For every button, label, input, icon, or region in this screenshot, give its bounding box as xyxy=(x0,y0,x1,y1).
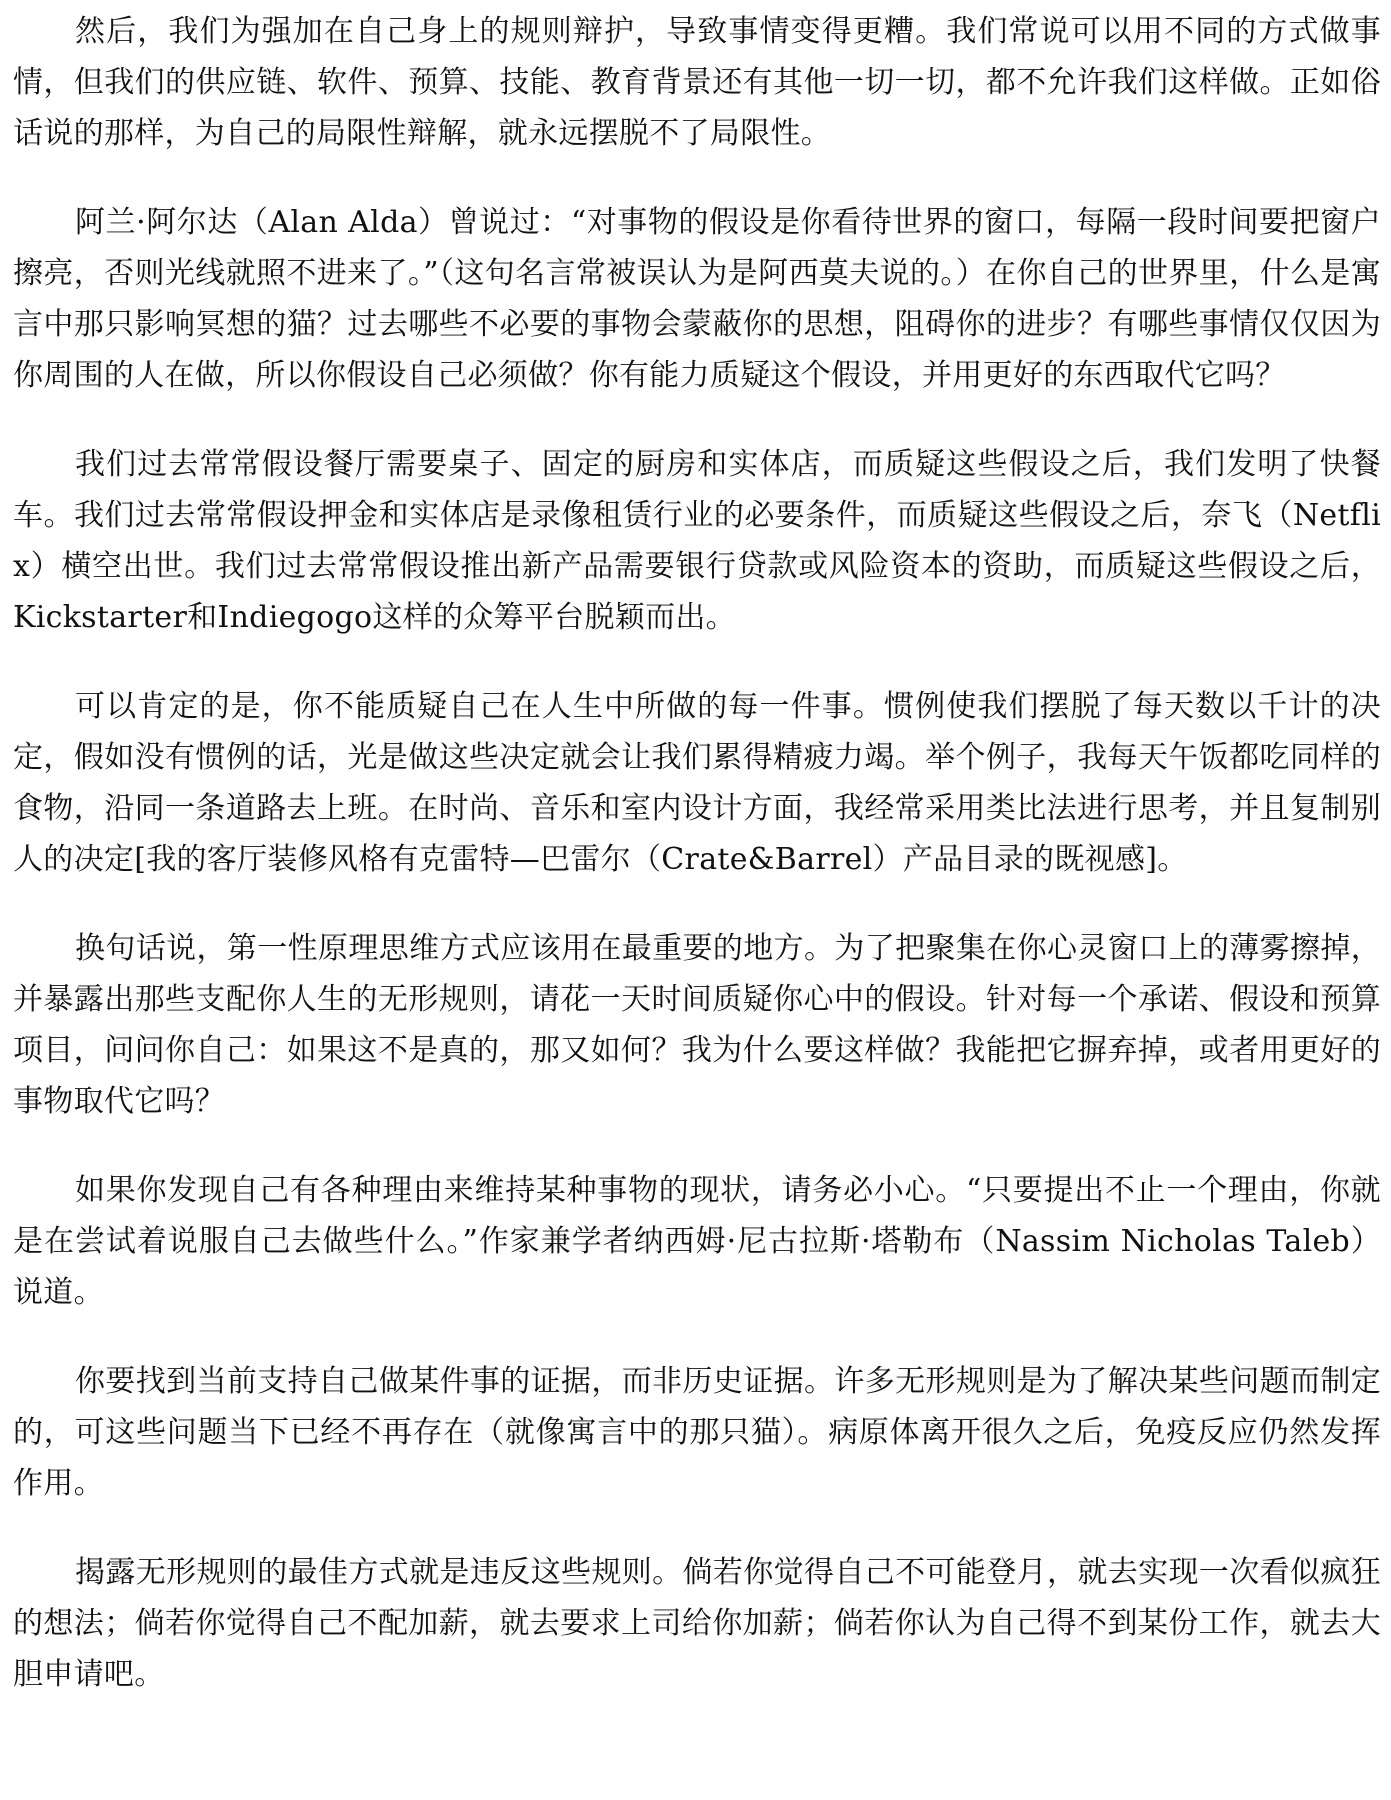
paragraph-8: 揭露无形规则的最佳方式就是违反这些规则。倘若你觉得自己不可能登月，就去实现一次看似疯狂的想法；倘若你觉得自己不配加薪，就去要求上司给你加薪；倘若你认为自己得不到某份工作，就去大胆申请吧。 xyxy=(13,1555,1381,1692)
paragraph-3: 我们过去常常假设餐厅需要桌子、固定的厨房和实体店，而质疑这些假设之后，我们发明了快餐车。我们过去常常假设押金和实体店是录像租赁行业的必要条件，而质疑这些假设之后，奈飞（Netflix）横空出世。我们过去常常假设推出新产品需要银行贷款或风险资本的资助，而质疑这些假设之后，Kickstarter和Indiegogo这样的众筹平台脱颖而出。 xyxy=(13,447,1381,635)
paragraph-5: 换句话说，第一性原理思维方式应该用在最重要的地方。为了把聚集在你心灵窗口上的薄雾擦掉，并暴露出那些支配你人生的无形规则，请花一天时间质疑你心中的假设。针对每一个承诺、假设和预算项目，问问你自己：如果这不是真的，那又如何？我为什么要这样做？我能把它摒弃掉，或者用更好的事物取代它吗？ xyxy=(13,931,1381,1119)
document-page xyxy=(13,6,1381,1738)
paragraph-7: 你要找到当前支持自己做某件事的证据，而非历史证据。许多无形规则是为了解决某些问题而制定的，可这些问题当下已经不再存在（就像寓言中的那只猫）。病原体离开很久之后，免疫反应仍然发挥作用。 xyxy=(13,1364,1381,1501)
paragraph-2: 阿兰·阿尔达（Alan Alda）曾说过：“对事物的假设是你看待世界的窗口，每隔一段时间要把窗户擦亮，否则光线就照不进来了。”（这句名言常被误认为是阿西莫夫说的。）在你自己的世界里，什么是寓言中那只影响冥想的猫？过去哪些不必要的事物会蒙蔽你的思想，阻碍你的进步？有哪些事情仅仅因为你周围的人在做，所以你假设自己必须做？你有能力质疑这个假设，并用更好的东西取代它吗？ xyxy=(13,205,1381,393)
paragraph-1: 然后，我们为强加在自己身上的规则辩护，导致事情变得更糟。我们常说可以用不同的方式做事情，但我们的供应链、软件、预算、技能、教育背景还有其他一切一切，都不允许我们这样做。正如俗话说的那样，为自己的局限性辩解，就永远摆脱不了局限性。 xyxy=(13,14,1381,151)
paragraph-4: 可以肯定的是，你不能质疑自己在人生中所做的每一件事。惯例使我们摆脱了每天数以千计的决定，假如没有惯例的话，光是做这些决定就会让我们累得精疲力竭。举个例子，我每天午饭都吃同样的食物，沿同一条道路去上班。在时尚、音乐和室内设计方面，我经常采用类比法进行思考，并且复制别人的决定[我的客厅装修风格有克雷特—巴雷尔（Crate&Barrel）产品目录的既视感]。 xyxy=(13,689,1381,877)
paragraph-6: 如果你发现自己有各种理由来维持某种事物的现状，请务必小心。“只要提出不止一个理由，你就是在尝试着说服自己去做些什么。”作家兼学者纳西姆·尼古拉斯·塔勒布（Nassim Nicholas Taleb）说道。 xyxy=(13,1173,1381,1310)
